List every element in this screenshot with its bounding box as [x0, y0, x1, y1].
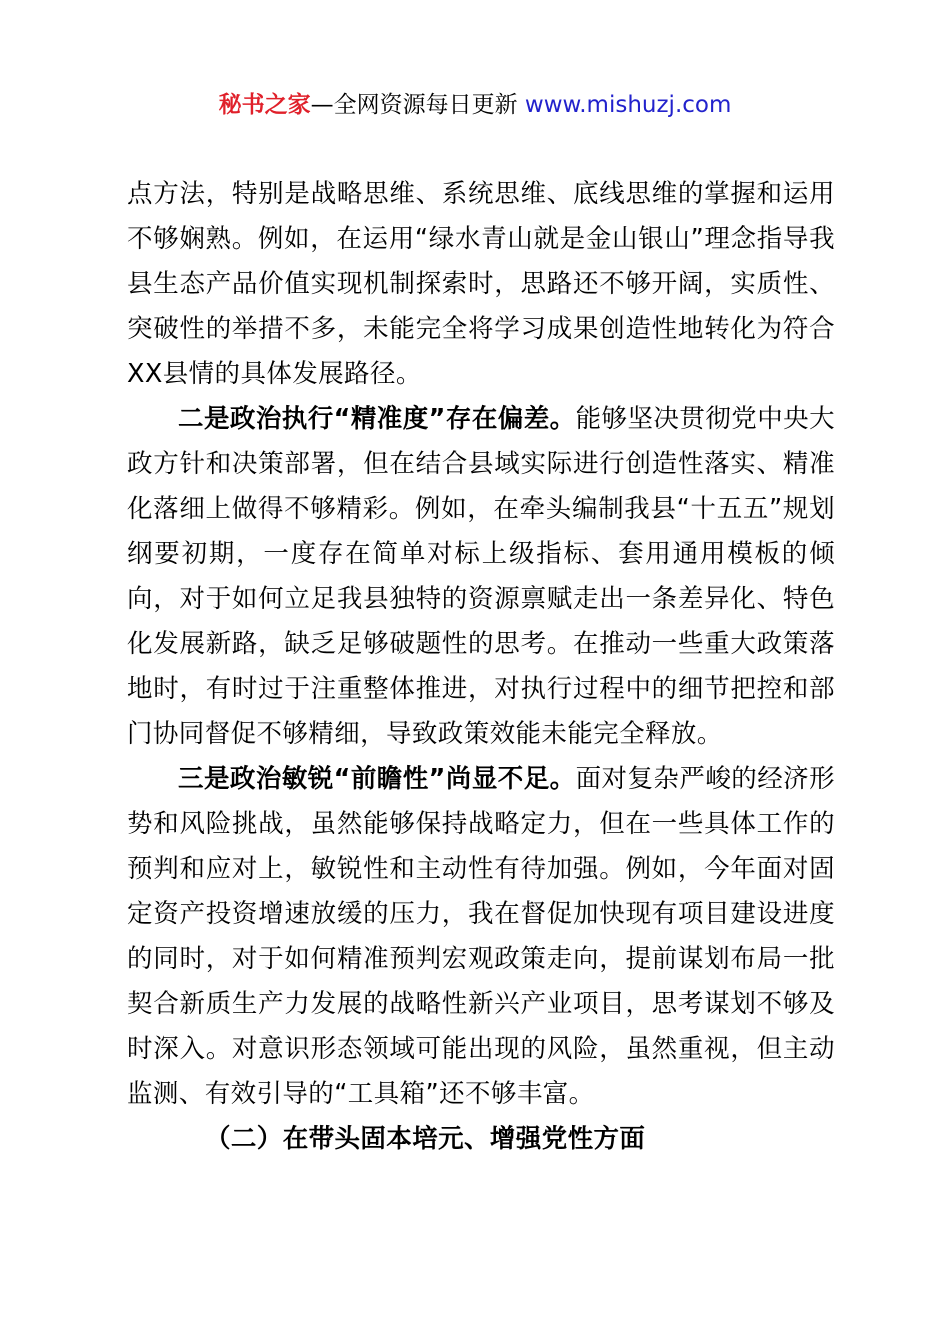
- paragraph-3: [127, 757, 835, 1117]
- site-url-link[interactable]: www.mishuzj.com: [524, 92, 732, 118]
- paragraph-2-lead: 二是政治执行“精准度”存在偏差。: [178, 404, 576, 434]
- section-heading: （二）在带头固本培元、增强党性方面: [205, 1124, 646, 1154]
- document-body: [127, 172, 835, 1162]
- header-dash: —: [310, 92, 334, 118]
- paragraph-3-lead: 三是政治敏锐“前瞻性”尚显不足。: [178, 764, 576, 794]
- paragraph-1: 点方法，特别是战略思维、系统思维、底线思维的掌握和运用不够娴熟。例如，在运用“绿水青山就是金山银山”理念指导我县生态产品价值实现机制探索时，思路还不够开阔，实质性、突破性的举措不多，未能完全将学习成果创造性地转化为符合XX县情的具体发展路径。: [127, 179, 835, 389]
- site-header: [0, 88, 950, 122]
- header-tagline: 全网资源每日更新: [333, 92, 518, 118]
- paragraph-2-text: 能够坚决贯彻党中央大政方针和决策部署，但在结合县域实际进行创造性落实、精准化落细上做得不够精彩。例如，在牵头编制我县“十五五”规划纲要初期，一度存在简单对标上级指标、套用通用模板的倾向，对于如何立足我县独特的资源禀赋走出一条差异化、特色化发展新路，缺乏足够破题性的思考。在推动一些重大政策落地时，有时过于注重整体推进，对执行过程中的细节把控和部门协同督促不够精细，导致政策效能未能完全释放。: [127, 404, 835, 749]
- brand-name: 秘书之家: [218, 92, 311, 118]
- paragraph-2: [127, 397, 835, 757]
- paragraph-3-text: 面对复杂严峻的经济形势和风险挑战，虽然能够保持战略定力，但在一些具体工作的预判和应对上，敏锐性和主动性有待加强。例如，今年面对固定资产投资增速放缓的压力，我在督促加快现有项目建设进度的同时，对于如何精准预判宏观政策走向，提前谋划布局一批契合新质生产力发展的战略性新兴产业项目，思考谋划不够及时深入。对意识形态领域可能出现的风险，虽然重视，但主动监测、有效引导的“工具箱”还不够丰富。: [127, 764, 835, 1109]
